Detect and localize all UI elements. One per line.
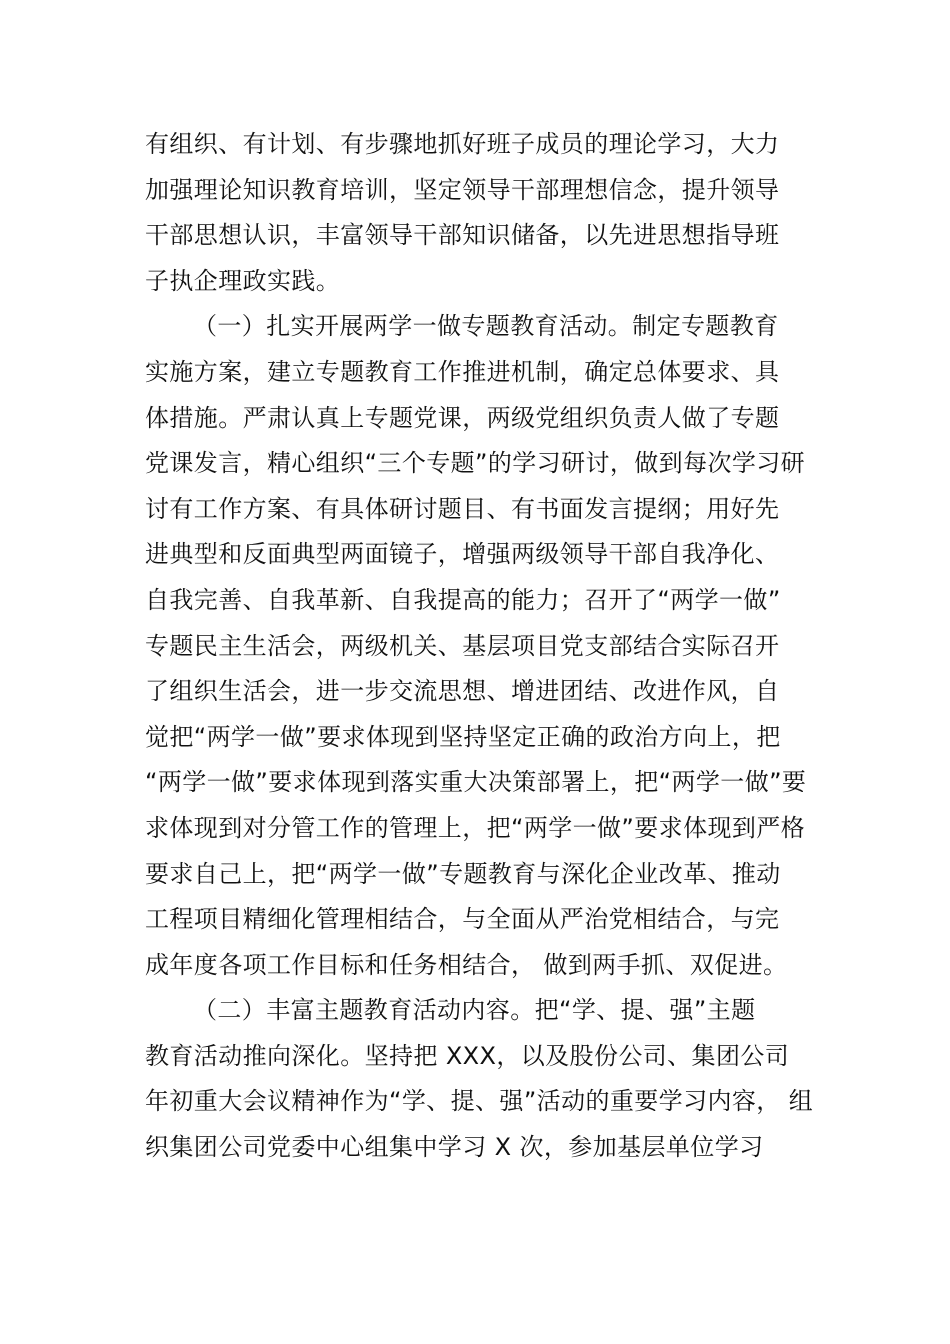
text-line: 党课发言，精心组织“三个专题”的学习研讨，做到每次学习研: [145, 449, 806, 478]
text-line: 了组织生活会，进一步交流思想、增进团结、改进作风，自: [145, 677, 780, 706]
text-line: 实施方案，建立专题教育工作推进机制，确定总体要求、具: [145, 357, 780, 386]
document-page: [145, 122, 815, 1171]
text-line: （一）扎实开展两学一做专题教育活动。制定专题教育: [193, 312, 779, 341]
paragraph: [145, 122, 815, 304]
text-line: 专题民主生活会，两级机关、基层项目党支部结合实际召开: [145, 631, 780, 660]
text-line: 有组织、有计划、有步骤地抓好班子成员的理论学习，大力: [145, 130, 780, 158]
text-line: 体措施。严肃认真上专题党课，两级党组织负责人做了专题: [145, 403, 780, 432]
text-line: 要求自己上，把“两学一做”专题教育与深化企业改革、推动: [145, 859, 781, 888]
text-line: 教育活动推向深化。坚持把 XXX，以及股份公司、集团公司: [145, 1041, 790, 1070]
text-line: 工程项目精细化管理相结合，与全面从严治党相结合，与完: [145, 905, 780, 934]
text-line: “两学一做”要求体现到落实重大决策部署上，把“两学一做”要: [145, 768, 807, 797]
text-line: 织集团公司党委中心组集中学习 X 次，参加基层单位学习: [145, 1133, 764, 1162]
text-line: 进典型和反面典型两面镜子，增强两级领导干部自我净化、: [145, 540, 780, 569]
text-line: （二）丰富主题教育活动内容。把“学、提、强”主题: [193, 996, 756, 1025]
text-line: 求体现到对分管工作的管理上，把“两学一做”要求体现到严格: [145, 813, 806, 842]
paragraph: [145, 304, 815, 988]
text-line: 子执企理政实践。: [145, 266, 341, 295]
text-line: 觉把“两学一做”要求体现到坚持坚定正确的政治方向上，把: [145, 722, 781, 751]
text-line: 干部思想认识，丰富领导干部知识储备，以先进思想指导班: [145, 221, 780, 250]
text-line: 加强理论知识教育培训，坚定领导干部理想信念，提升领导: [145, 175, 780, 204]
paragraph: [145, 988, 815, 1170]
text-line: 成年度各项工作目标和任务相结合， 做到两手抓、双促进。: [145, 950, 788, 979]
text-line: 年初重大会议精神作为“学、提、强”活动的重要学习内容， 组: [145, 1087, 814, 1116]
text-line: 自我完善、自我革新、自我提高的能力；召开了“两学一做”: [145, 585, 781, 614]
text-line: 讨有工作方案、有具体研讨题目、有书面发言提纲；用好先: [145, 494, 780, 523]
